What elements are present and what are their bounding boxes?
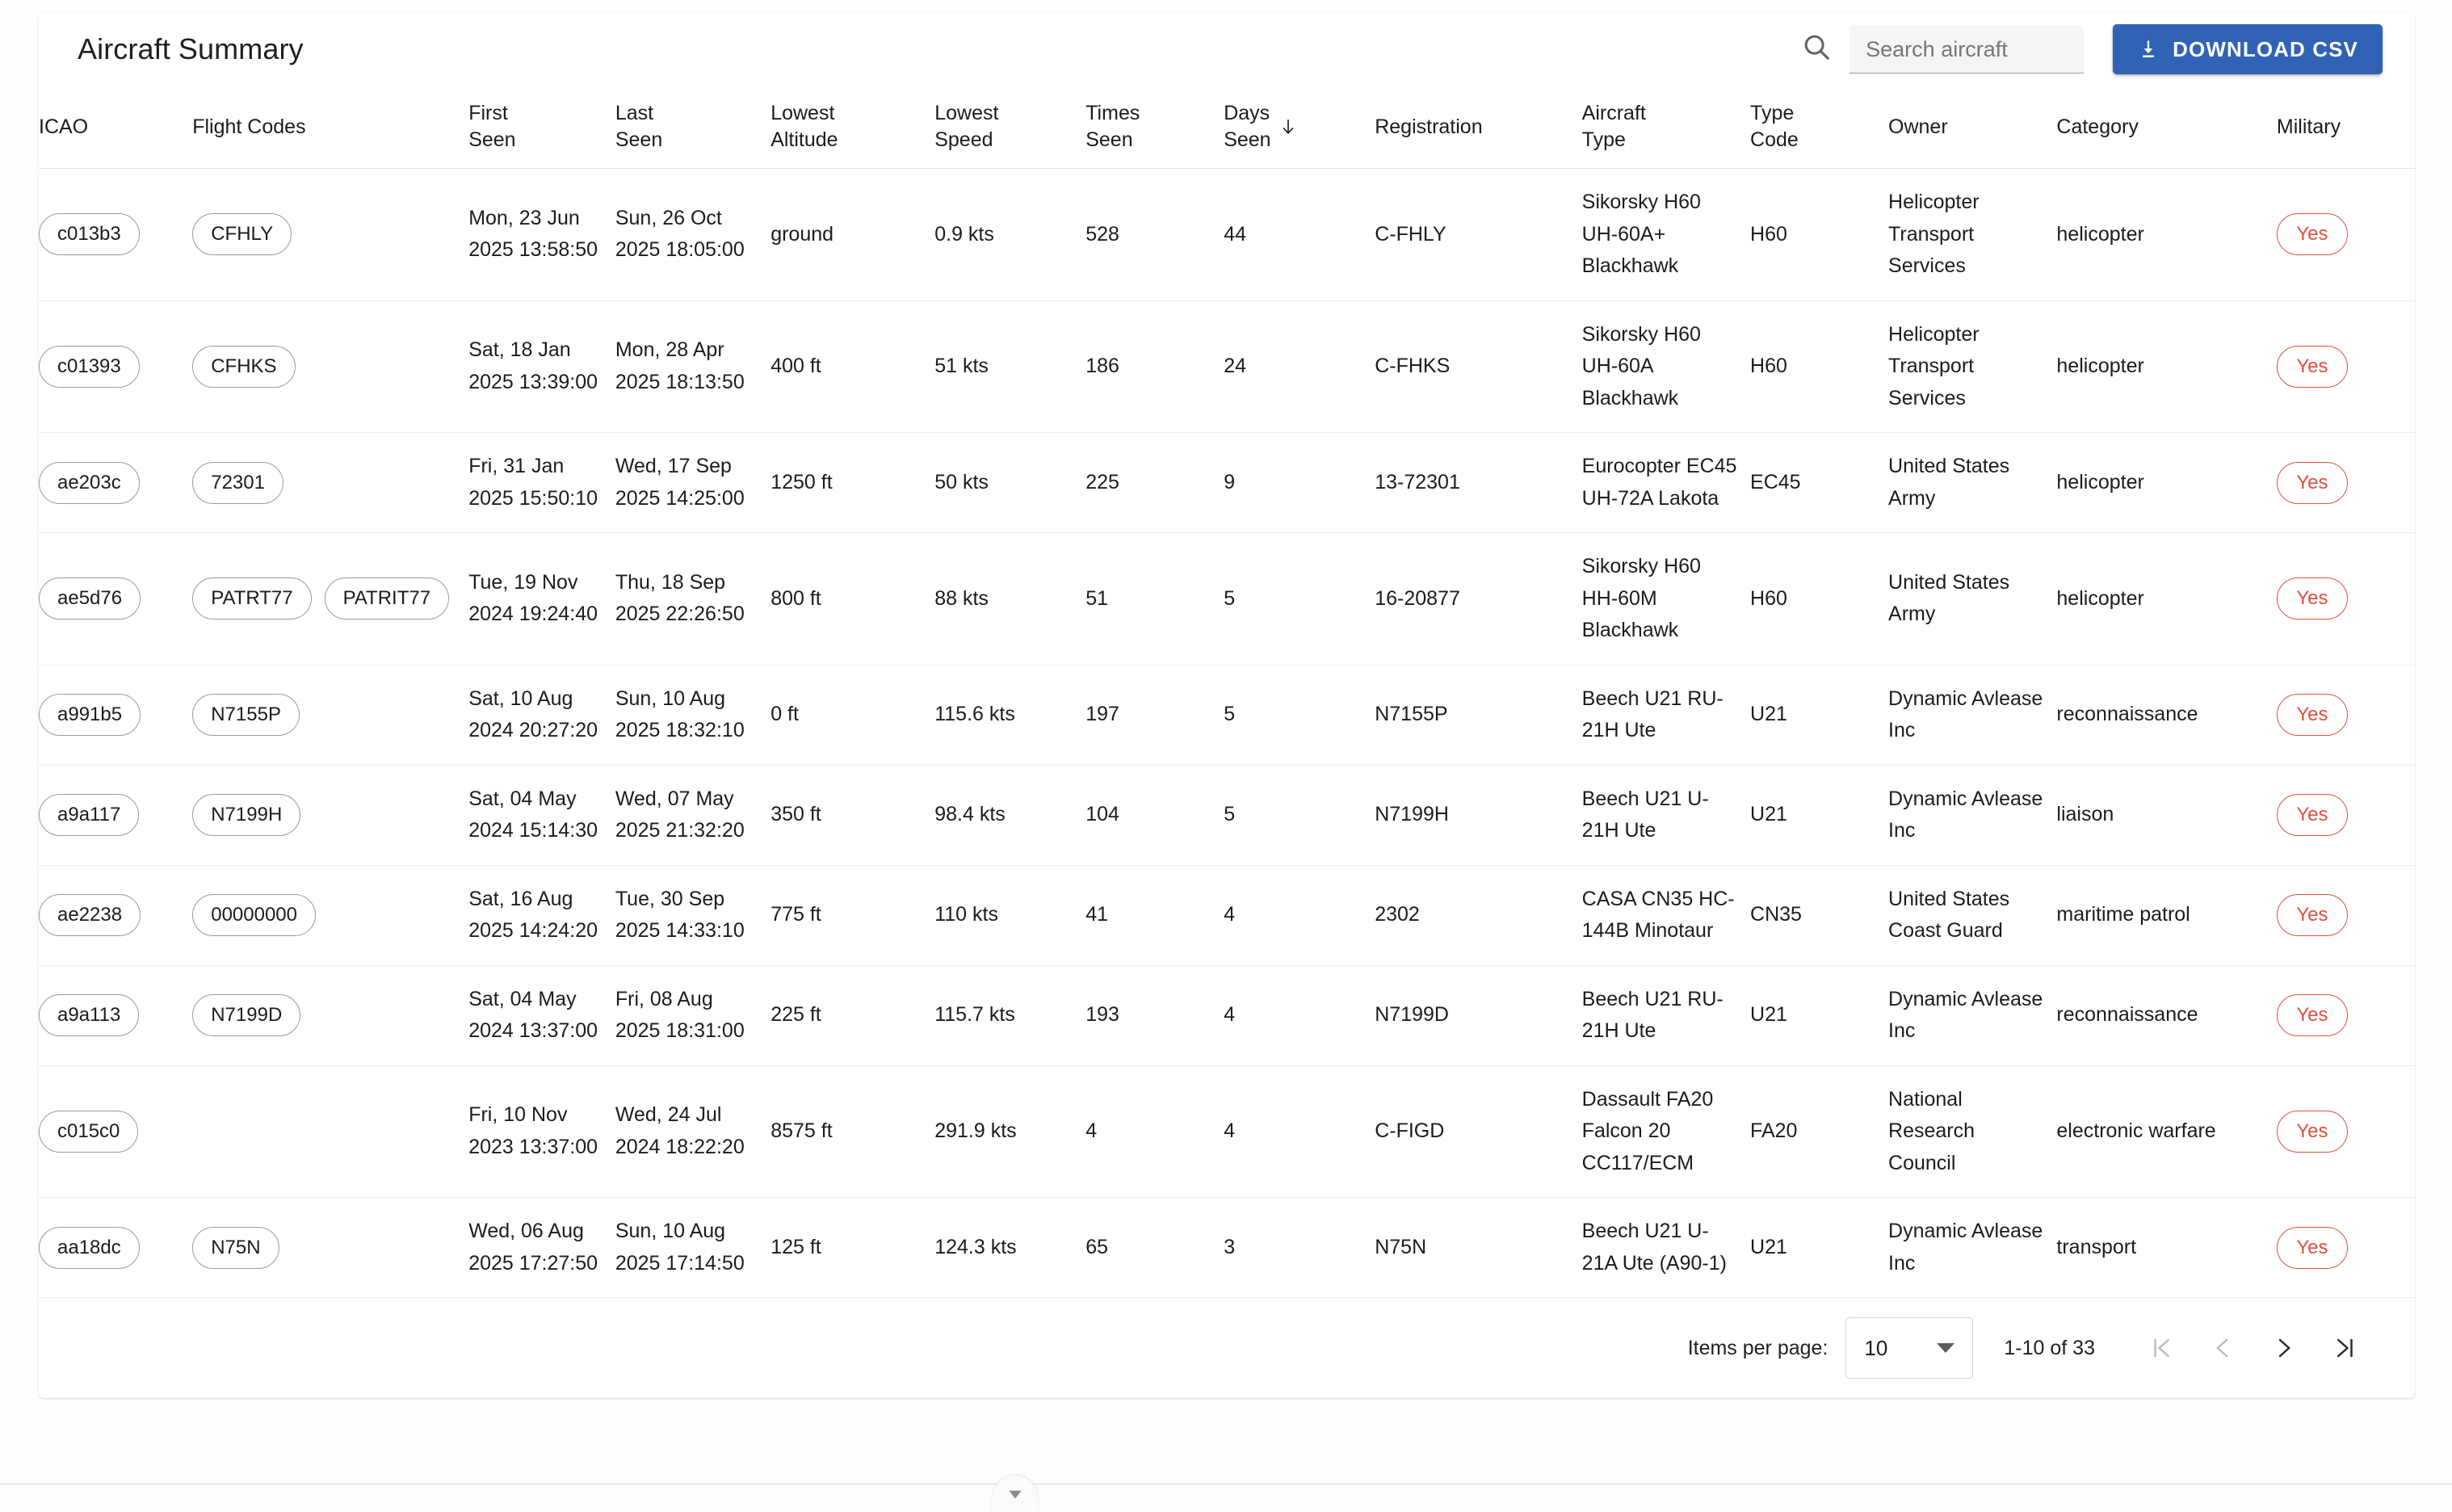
flight-code-chip[interactable]: N7199H <box>192 794 300 836</box>
icao-chip[interactable]: ae203c <box>39 462 140 504</box>
cell-lowest-speed: 98.4 kts <box>934 765 1085 865</box>
flight-code-chip[interactable]: PATRIT77 <box>325 578 449 620</box>
cell-first-seen: Fri, 31 Jan 2025 15:50:10 <box>468 433 615 533</box>
cell-aircraft-type: Beech U21 RU-21H Ute <box>1582 665 1750 765</box>
cell-military <box>2277 765 2415 865</box>
cell-last-seen: Sun, 26 Oct 2025 18:05:00 <box>615 169 770 301</box>
cell-owner: Helicopter Transport Services <box>1888 169 2056 301</box>
table-row[interactable] <box>39 300 2415 433</box>
cell-category: helicopter <box>2056 169 2277 301</box>
page-range-label: 1-10 of 33 <box>2004 1336 2095 1359</box>
column-header-lowest-altitude-line1: Lowest <box>770 102 835 124</box>
cell-times-seen: 186 <box>1085 300 1224 433</box>
cell-owner: Dynamic Avlease Inc <box>1888 765 2056 865</box>
cell-category: reconnaissance <box>2056 665 2277 765</box>
cell-first-seen: Sat, 10 Aug 2024 20:27:20 <box>468 665 615 765</box>
cell-days-seen: 4 <box>1224 1065 1375 1198</box>
cell-icao <box>39 533 192 666</box>
icao-chip[interactable]: a9a117 <box>39 794 139 836</box>
column-header-category-label: Category <box>2056 115 2139 138</box>
cell-last-seen: Fri, 08 Aug 2025 18:31:00 <box>615 965 770 1065</box>
cell-type-code: CN35 <box>1750 865 1888 965</box>
cell-registration: C-FIGD <box>1375 1065 1581 1198</box>
download-csv-button[interactable] <box>2113 24 2383 74</box>
cell-flight-codes <box>192 665 468 765</box>
cell-days-seen: 5 <box>1224 533 1375 666</box>
cell-lowest-speed: 115.6 kts <box>934 665 1085 765</box>
flight-code-chip-list <box>192 694 459 736</box>
cell-times-seen: 225 <box>1085 433 1224 533</box>
cell-registration: N7199D <box>1375 965 1581 1065</box>
column-header-days-seen-line2: Seen <box>1224 128 1271 151</box>
column-header-lowest-speed-line2: Speed <box>934 128 993 151</box>
column-header-aircraft-type-line2: Type <box>1581 128 1626 151</box>
flight-code-chip[interactable]: CFHKS <box>192 346 295 388</box>
header-row <box>39 86 2415 169</box>
column-header-aircraft-type-line1: Aircraft <box>1581 102 1646 124</box>
cell-first-seen: Sat, 04 May 2024 15:14:30 <box>468 765 615 865</box>
flight-code-chip-list <box>192 578 459 620</box>
cell-registration: C-FHKS <box>1375 300 1581 433</box>
cell-aircraft-type: Dassault FA20 Falcon 20 CC117/ECM <box>1582 1065 1750 1198</box>
cell-lowest-altitude: 225 ft <box>770 965 934 1065</box>
cell-days-seen: 9 <box>1224 433 1375 533</box>
cell-lowest-altitude: 800 ft <box>770 533 934 666</box>
flight-code-chip-list <box>192 994 459 1036</box>
cell-flight-codes <box>192 533 468 666</box>
items-per-page-value: 10 <box>1864 1335 1888 1360</box>
cell-icao <box>39 865 192 965</box>
column-header-owner-label: Owner <box>1888 115 1948 138</box>
cell-icao <box>39 300 192 433</box>
column-header-last-seen[interactable] <box>615 86 770 169</box>
cell-military <box>2277 533 2415 666</box>
cell-type-code: H60 <box>1750 169 1888 301</box>
cell-times-seen: 4 <box>1085 1065 1224 1198</box>
military-status-badge: Yes <box>2277 1227 2348 1269</box>
cell-type-code: U21 <box>1750 1198 1888 1298</box>
icao-chip[interactable]: aa18dc <box>39 1227 140 1269</box>
cell-lowest-speed: 50 kts <box>934 433 1085 533</box>
cell-last-seen: Sun, 10 Aug 2025 17:14:50 <box>615 1198 770 1298</box>
column-header-lowest-speed[interactable] <box>934 86 1085 169</box>
flight-code-chip[interactable]: 72301 <box>192 462 283 504</box>
next-page-button[interactable] <box>2253 1317 2315 1379</box>
chevron-left-icon <box>2211 1336 2235 1360</box>
cell-flight-codes <box>192 433 468 533</box>
cell-times-seen: 65 <box>1085 1198 1224 1298</box>
cell-aircraft-type: Sikorsky H60 HH-60M Blackhawk <box>1582 533 1750 666</box>
cell-times-seen: 197 <box>1085 665 1224 765</box>
column-header-type-code-line1: Type <box>1750 102 1795 124</box>
cell-aircraft-type: Beech U21 RU-21H Ute <box>1582 965 1750 1065</box>
column-header-registration-label: Registration <box>1375 115 1483 138</box>
chevron-right-icon <box>2272 1336 2296 1360</box>
cell-registration: 2302 <box>1375 865 1581 965</box>
column-header-flight-codes[interactable] <box>192 86 468 169</box>
cell-owner: United States Coast Guard <box>1888 865 2056 965</box>
cell-military <box>2277 1065 2415 1198</box>
cell-aircraft-type: Sikorsky H60 UH-60A+ Blackhawk <box>1582 169 1750 301</box>
table-head <box>39 86 2415 169</box>
military-status-badge: Yes <box>2277 794 2348 836</box>
cell-flight-codes <box>192 865 468 965</box>
cell-owner: Helicopter Transport Services <box>1888 300 2056 433</box>
cell-flight-codes <box>192 169 468 301</box>
column-header-first-seen-line2: Seen <box>468 128 516 151</box>
cell-registration: N7155P <box>1375 665 1581 765</box>
cell-type-code: H60 <box>1750 300 1888 433</box>
cell-days-seen: 44 <box>1224 169 1375 301</box>
cell-days-seen: 4 <box>1224 965 1375 1065</box>
column-header-times-seen[interactable] <box>1085 86 1224 169</box>
chevron-down-icon <box>1005 1484 1026 1505</box>
table-row[interactable] <box>39 1065 2415 1198</box>
column-header-flight-codes-label: Flight Codes <box>192 115 306 138</box>
cell-first-seen: Mon, 23 Jun 2025 13:58:50 <box>468 169 615 301</box>
column-header-lowest-altitude[interactable] <box>770 86 934 169</box>
cell-category: helicopter <box>2056 433 2277 533</box>
military-status-badge: Yes <box>2277 346 2348 388</box>
search-area <box>1801 25 2084 74</box>
cell-military <box>2277 169 2415 301</box>
cell-military <box>2277 1198 2415 1298</box>
cell-flight-codes <box>192 1065 468 1198</box>
military-status-badge: Yes <box>2277 462 2348 504</box>
column-header-days-seen[interactable] <box>1224 86 1375 169</box>
table-row[interactable] <box>39 1198 2415 1298</box>
cell-category: electronic warfare <box>2056 1065 2277 1198</box>
cell-lowest-speed: 291.9 kts <box>934 1065 1085 1198</box>
bottom-divider <box>0 1484 2452 1485</box>
flight-code-chip-list <box>192 346 459 388</box>
cell-military <box>2277 300 2415 433</box>
table-row[interactable] <box>39 169 2415 301</box>
table-row[interactable] <box>39 665 2415 765</box>
cell-days-seen: 4 <box>1224 865 1375 965</box>
cell-category: liaison <box>2056 765 2277 865</box>
military-status-badge: Yes <box>2277 894 2348 936</box>
items-per-page-label: Items per page: <box>1687 1336 1829 1359</box>
card-toolbar <box>39 13 2415 86</box>
cell-type-code: U21 <box>1750 765 1888 865</box>
cell-lowest-altitude: 400 ft <box>770 300 934 433</box>
cell-registration: N7199H <box>1375 765 1581 865</box>
cell-category: helicopter <box>2056 300 2277 433</box>
cell-icao <box>39 433 192 533</box>
cell-military <box>2277 433 2415 533</box>
items-per-page-select[interactable] <box>1845 1317 1973 1379</box>
cell-aircraft-type: Eurocopter EC45 UH-72A Lakota <box>1582 433 1750 533</box>
table-row[interactable] <box>39 433 2415 533</box>
cell-lowest-altitude: 775 ft <box>770 865 934 965</box>
cell-aircraft-type: Beech U21 U-21A Ute (A90-1) <box>1582 1198 1750 1298</box>
cell-days-seen: 5 <box>1224 665 1375 765</box>
cell-last-seen: Thu, 18 Sep 2025 22:26:50 <box>615 533 770 666</box>
aircraft-summary-card <box>39 13 2415 1398</box>
column-header-first-seen[interactable] <box>468 86 615 169</box>
cell-registration: C-FHLY <box>1375 169 1581 301</box>
last-page-button[interactable] <box>2315 1317 2376 1379</box>
cell-lowest-speed: 124.3 kts <box>934 1198 1085 1298</box>
cell-type-code: U21 <box>1750 665 1888 765</box>
cell-first-seen: Sat, 16 Aug 2025 14:24:20 <box>468 865 615 965</box>
cell-last-seen: Mon, 28 Apr 2025 18:13:50 <box>615 300 770 433</box>
column-header-category[interactable] <box>2056 86 2277 169</box>
page-title: Aircraft Summary <box>78 32 304 65</box>
table-row[interactable] <box>39 533 2415 666</box>
cell-lowest-altitude: 0 ft <box>770 665 934 765</box>
cell-flight-codes <box>192 300 468 433</box>
aircraft-table <box>39 86 2415 1298</box>
cell-type-code: U21 <box>1750 965 1888 1065</box>
table-row[interactable] <box>39 965 2415 1065</box>
cell-type-code: EC45 <box>1750 433 1888 533</box>
icao-chip[interactable]: ae5d76 <box>39 578 141 620</box>
military-status-badge: Yes <box>2277 694 2348 736</box>
cell-lowest-altitude: 1250 ft <box>770 433 934 533</box>
flight-code-chip[interactable]: N7155P <box>192 694 300 736</box>
cell-lowest-speed: 0.9 kts <box>934 169 1085 301</box>
cell-lowest-altitude: 350 ft <box>770 765 934 865</box>
paginator <box>39 1298 2415 1398</box>
cell-days-seen: 3 <box>1224 1198 1375 1298</box>
table-row[interactable] <box>39 865 2415 965</box>
search-icon[interactable] <box>1801 32 1832 62</box>
column-header-military[interactable] <box>2277 86 2415 169</box>
cell-icao <box>39 965 192 1065</box>
cell-times-seen: 528 <box>1085 169 1224 301</box>
cell-flight-codes <box>192 765 468 865</box>
column-header-times-seen-line1: Times <box>1085 102 1140 124</box>
column-header-icao[interactable] <box>39 86 192 169</box>
column-header-days-seen-line1: Days <box>1224 102 1270 124</box>
cell-times-seen: 51 <box>1085 533 1224 666</box>
cell-owner: United States Army <box>1888 533 2056 666</box>
military-status-badge: Yes <box>2277 578 2348 620</box>
icao-chip[interactable]: a991b5 <box>39 694 141 736</box>
cell-lowest-altitude: 8575 ft <box>770 1065 934 1198</box>
cell-lowest-speed: 88 kts <box>934 533 1085 666</box>
cell-flight-codes <box>192 1198 468 1298</box>
cell-icao <box>39 665 192 765</box>
cell-last-seen: Wed, 07 May 2025 21:32:20 <box>615 765 770 865</box>
cell-category: transport <box>2056 1198 2277 1298</box>
flight-code-chip-list <box>192 1227 459 1269</box>
first-page-button[interactable] <box>2131 1317 2192 1379</box>
search-field[interactable] <box>1849 25 2084 74</box>
cell-military <box>2277 665 2415 765</box>
icao-chip[interactable]: a9a113 <box>39 994 139 1036</box>
cell-first-seen: Tue, 19 Nov 2024 19:24:40 <box>468 533 615 666</box>
table-row[interactable] <box>39 765 2415 865</box>
cell-first-seen: Sat, 18 Jan 2025 13:39:00 <box>468 300 615 433</box>
cell-times-seen: 193 <box>1085 965 1224 1065</box>
cell-days-seen: 24 <box>1224 300 1375 433</box>
column-header-type-code-line2: Code <box>1750 128 1799 151</box>
cell-times-seen: 104 <box>1085 765 1224 865</box>
column-header-last-seen-line1: Last <box>615 102 654 124</box>
military-status-badge: Yes <box>2277 994 2348 1036</box>
search-input[interactable] <box>1864 36 2069 63</box>
sort-descending-arrow-icon <box>1279 116 1297 137</box>
cell-lowest-speed: 51 kts <box>934 300 1085 433</box>
cell-type-code: H60 <box>1750 533 1888 666</box>
icao-chip[interactable]: c013b3 <box>39 213 140 255</box>
cell-lowest-altitude: ground <box>770 169 934 301</box>
cell-first-seen: Fri, 10 Nov 2023 13:37:00 <box>468 1065 615 1198</box>
chevron-down-icon <box>1937 1343 1954 1353</box>
cell-last-seen: Wed, 24 Jul 2024 18:22:20 <box>615 1065 770 1198</box>
column-header-military-label: Military <box>2276 115 2341 138</box>
download-icon <box>2137 38 2160 61</box>
cell-first-seen: Sat, 04 May 2024 13:37:00 <box>468 965 615 1065</box>
cell-lowest-speed: 115.7 kts <box>934 965 1085 1065</box>
cell-icao <box>39 169 192 301</box>
cell-owner: Dynamic Avlease Inc <box>1888 965 2056 1065</box>
cell-registration: 16-20877 <box>1375 533 1581 666</box>
cell-aircraft-type: Sikorsky H60 UH-60A Blackhawk <box>1582 300 1750 433</box>
cell-owner: National Research Council <box>1888 1065 2056 1198</box>
first-page-icon <box>2149 1336 2173 1360</box>
cell-type-code: FA20 <box>1750 1065 1888 1198</box>
column-header-aircraft-type[interactable] <box>1582 86 1750 169</box>
collapse-panel-tab[interactable] <box>993 1476 1038 1512</box>
last-page-icon <box>2333 1336 2358 1360</box>
cell-icao <box>39 765 192 865</box>
military-status-badge: Yes <box>2277 1111 2348 1153</box>
cell-icao <box>39 1065 192 1198</box>
flight-code-chip-list <box>192 462 459 504</box>
flight-code-chip[interactable]: 00000000 <box>192 894 316 936</box>
cell-category: reconnaissance <box>2056 965 2277 1065</box>
cell-times-seen: 41 <box>1085 865 1224 965</box>
previous-page-button[interactable] <box>2192 1317 2253 1379</box>
cell-first-seen: Wed, 06 Aug 2025 17:27:50 <box>468 1198 615 1298</box>
cell-last-seen: Sun, 10 Aug 2025 18:32:10 <box>615 665 770 765</box>
cell-category: maritime patrol <box>2056 865 2277 965</box>
cell-registration: 13-72301 <box>1375 433 1581 533</box>
column-header-first-seen-line1: First <box>468 102 508 124</box>
cell-registration: N75N <box>1375 1198 1581 1298</box>
cell-aircraft-type: Beech U21 U-21H Ute <box>1582 765 1750 865</box>
flight-code-chip[interactable]: N7199D <box>192 994 300 1036</box>
column-header-icao-label: ICAO <box>39 115 89 138</box>
column-header-registration[interactable] <box>1375 86 1581 169</box>
column-header-last-seen-line2: Seen <box>615 128 663 151</box>
icao-chip[interactable]: ae2238 <box>39 894 141 936</box>
table-body <box>39 169 2415 1298</box>
cell-days-seen: 5 <box>1224 765 1375 865</box>
column-header-lowest-speed-line1: Lowest <box>934 102 999 124</box>
cell-category: helicopter <box>2056 533 2277 666</box>
cell-owner: Dynamic Avlease Inc <box>1888 1198 2056 1298</box>
military-status-badge: Yes <box>2277 213 2348 255</box>
flight-code-chip[interactable]: N75N <box>192 1227 279 1269</box>
cell-flight-codes <box>192 965 468 1065</box>
column-header-type-code[interactable] <box>1750 86 1888 169</box>
cell-lowest-speed: 110 kts <box>934 865 1085 965</box>
cell-owner: Dynamic Avlease Inc <box>1888 665 2056 765</box>
cell-lowest-altitude: 125 ft <box>770 1198 934 1298</box>
flight-code-chip-list <box>192 213 459 255</box>
flight-code-chip-list <box>192 794 459 836</box>
icao-chip[interactable]: c01393 <box>39 346 140 388</box>
cell-aircraft-type: CASA CN35 HC-144B Minotaur <box>1582 865 1750 965</box>
cell-last-seen: Wed, 17 Sep 2025 14:25:00 <box>615 433 770 533</box>
column-header-lowest-altitude-line2: Altitude <box>770 128 838 151</box>
cell-military <box>2277 965 2415 1065</box>
flight-code-chip[interactable]: PATRT77 <box>192 578 311 620</box>
flight-code-chip[interactable]: CFHLY <box>192 213 292 255</box>
column-header-owner[interactable] <box>1888 86 2056 169</box>
cell-icao <box>39 1198 192 1298</box>
cell-last-seen: Tue, 30 Sep 2025 14:33:10 <box>615 865 770 965</box>
icao-chip[interactable]: c015c0 <box>39 1111 138 1153</box>
cell-military <box>2277 865 2415 965</box>
flight-code-chip-list <box>192 894 459 936</box>
column-header-times-seen-line2: Seen <box>1085 128 1133 151</box>
cell-owner: United States Army <box>1888 433 2056 533</box>
download-csv-label: DOWNLOAD CSV <box>2173 36 2358 61</box>
